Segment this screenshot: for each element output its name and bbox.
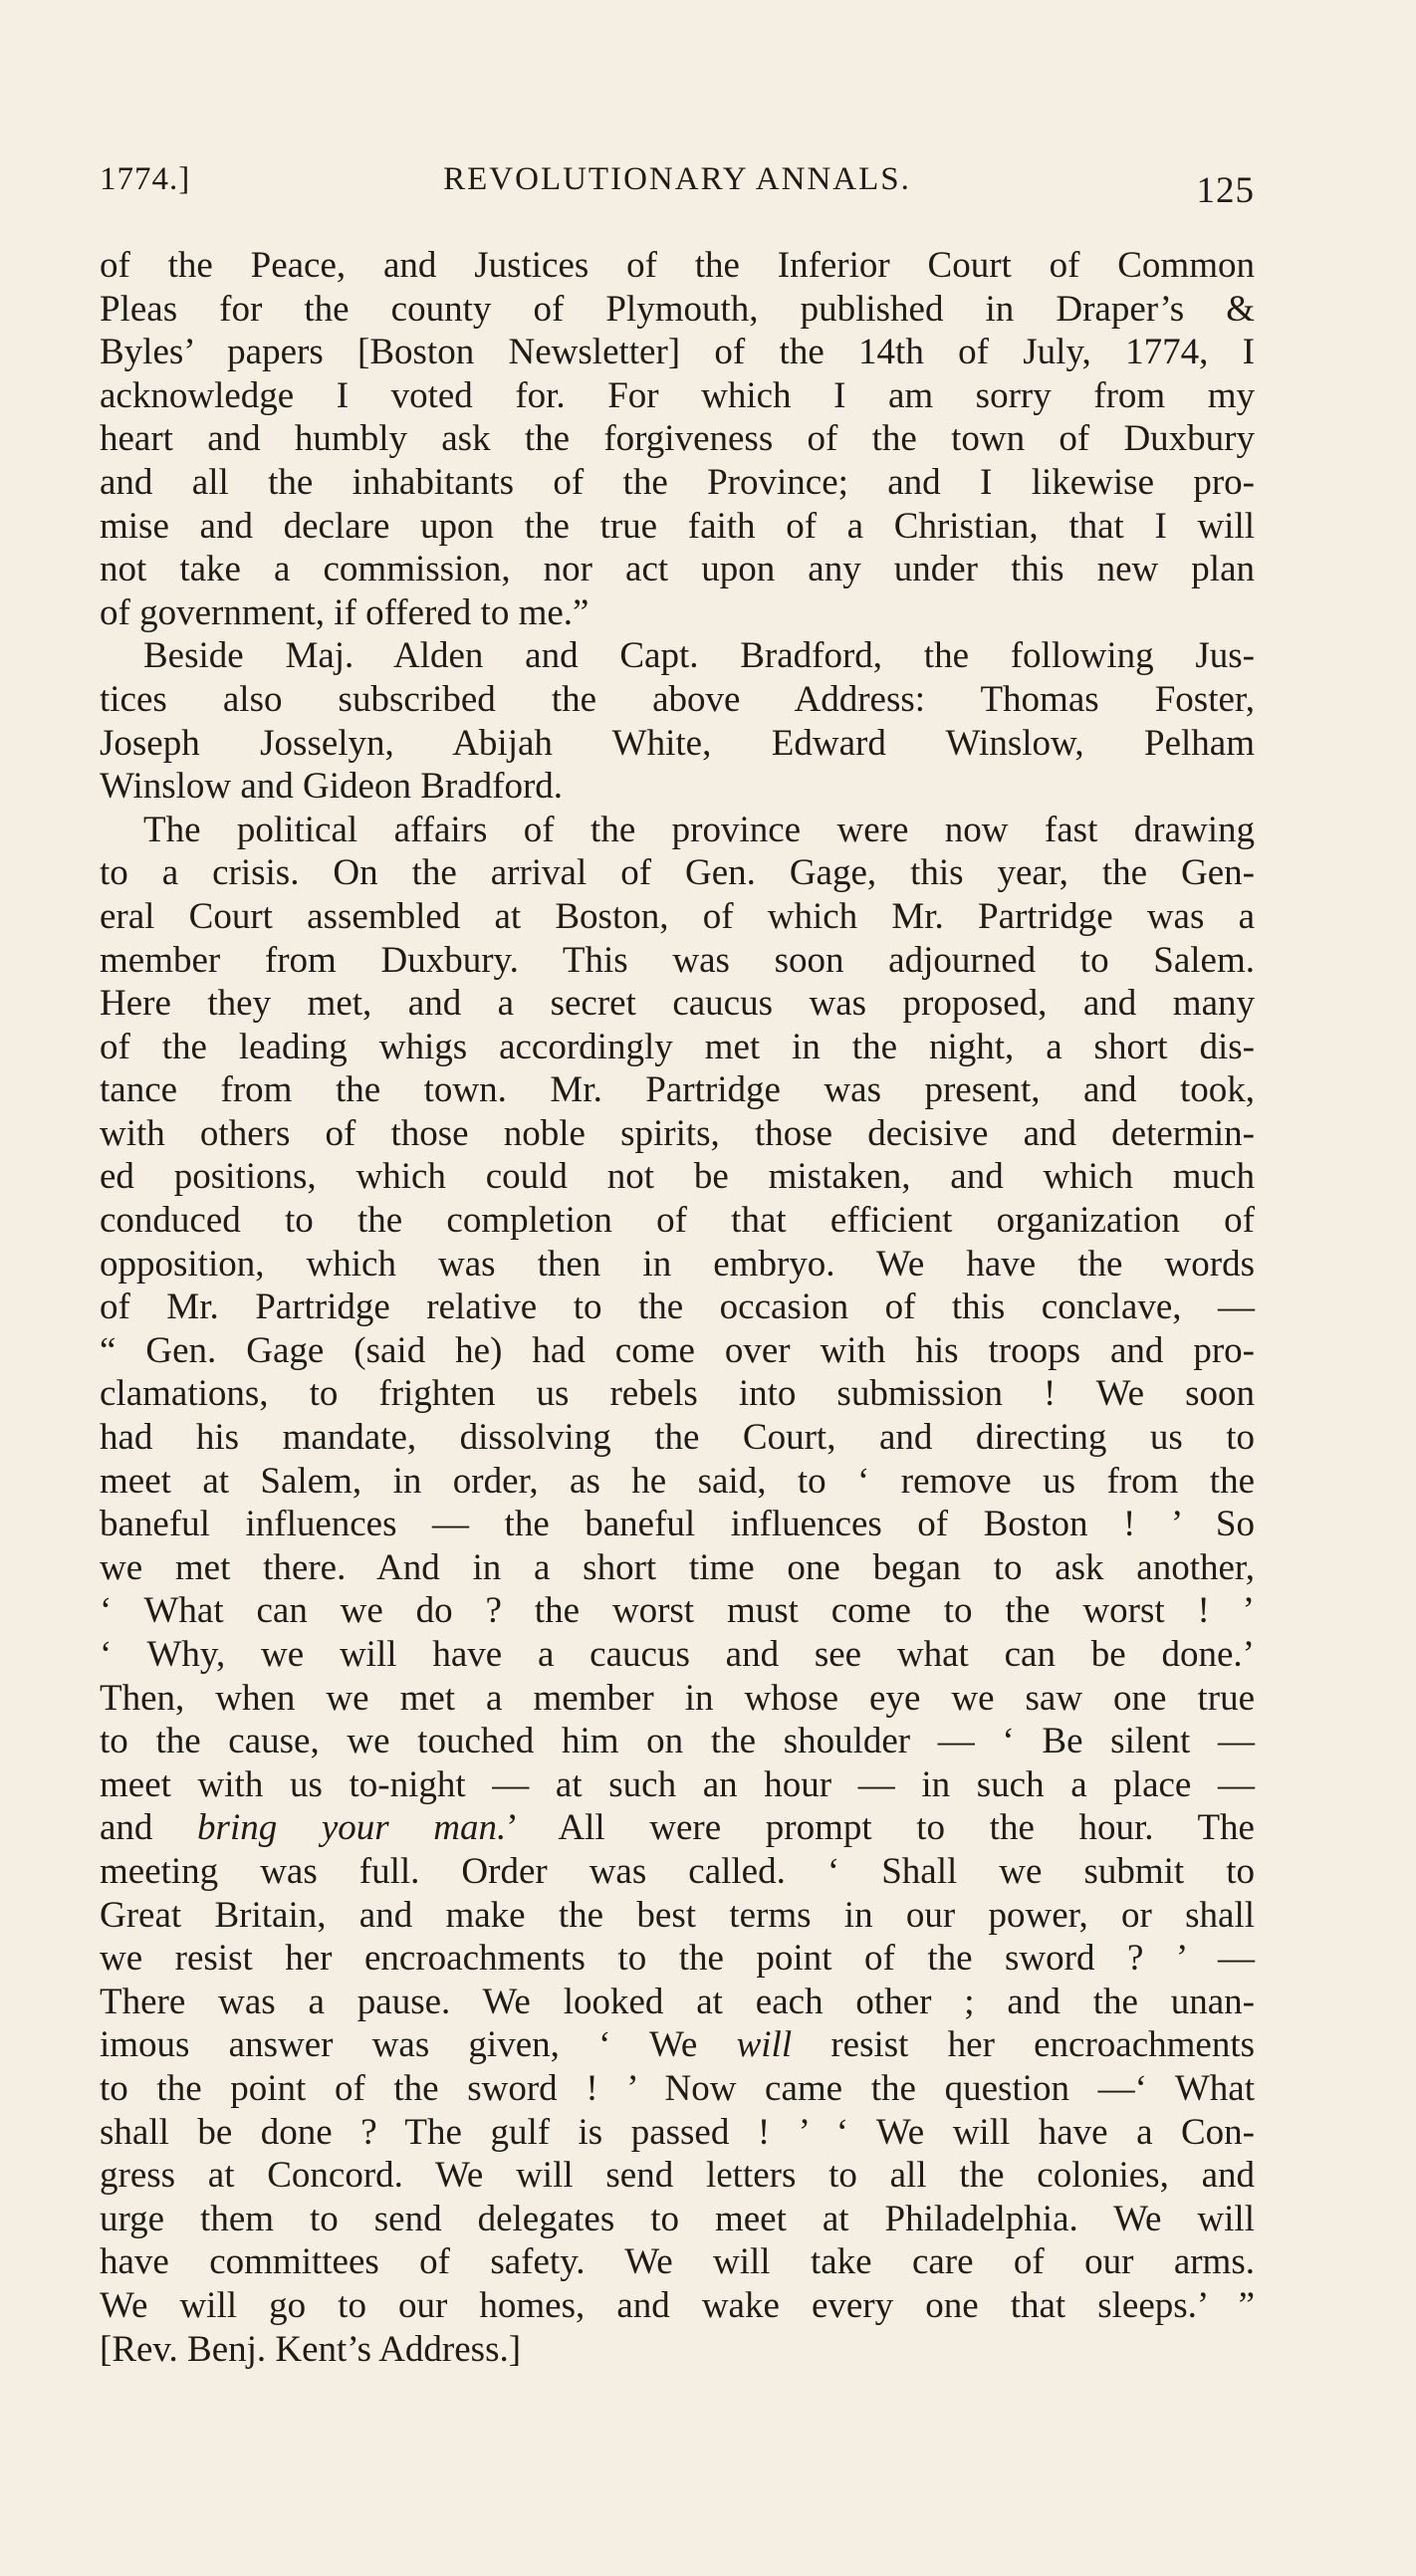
text-line: Byles’ papers [Boston Newsletter] of the 14th of July, 1774, I bbox=[100, 332, 1255, 373]
text-line: conduced to the completion of that efficient organization of bbox=[100, 1200, 1255, 1242]
italic-phrase: will bbox=[736, 2024, 793, 2066]
line-start: imous answer was given, ‘ We bbox=[100, 2024, 737, 2066]
text-line: of government, if offered to me.” bbox=[100, 591, 590, 633]
text-line: ‘ What can we do ? the worst must come to the worst ! ’ bbox=[100, 1590, 1255, 1632]
text-line: tance from the town. Mr. Partridge was present, and took, bbox=[100, 1069, 1255, 1111]
text-line: heart and humbly ask the forgiveness of the town of Duxbury bbox=[100, 418, 1255, 460]
text-line: Winslow and Gideon Bradford. bbox=[100, 766, 564, 808]
text-line: meet with us to-night — at such an hour — in such a place — bbox=[100, 1763, 1255, 1805]
text-line: had his mandate, dissolving the Court, and directing us to bbox=[100, 1417, 1255, 1459]
italic-phrase: bring your man. bbox=[197, 1807, 507, 1849]
text-line: Beside Maj. Alden and Capt. Bradford, the following Jus- bbox=[143, 635, 1255, 677]
text-line: ‘ Why, we will have a caucus and see what can be done.’ bbox=[100, 1634, 1255, 1675]
text-line: opposition, which was then in embryo. We have the words bbox=[100, 1243, 1255, 1285]
header-year: 1774.] bbox=[100, 161, 191, 197]
text-line: we resist her encroachments to the point of the sword ? ’ — bbox=[100, 1938, 1255, 1980]
text-line-mixed bbox=[100, 1806, 1255, 1850]
text-line: to the cause, we touched him on the shoulder — ‘ Be silent — bbox=[100, 1721, 1255, 1762]
text-line: with others of those noble spirits, those decisive and determin- bbox=[100, 1112, 1255, 1154]
text-line: “ Gen. Gage (said he) had come over with his troops and pro- bbox=[100, 1329, 1255, 1371]
running-header bbox=[100, 157, 1255, 217]
text-line: Joseph Josselyn, Abijah White, Edward Winslow, Pelham bbox=[100, 722, 1255, 764]
text-line: baneful influences — the baneful influences of Boston ! ’ So bbox=[100, 1504, 1255, 1545]
header-title: REVOLUTIONARY ANNALS. bbox=[443, 161, 911, 197]
text-line: we met there. And in a short time one began to ask another, bbox=[100, 1546, 1255, 1588]
text-line: mise and declare upon the true faith of a Christian, that I will bbox=[100, 505, 1255, 547]
text-line: urge them to send delegates to meet at Philadelphia. We will bbox=[100, 2198, 1255, 2239]
text-line: eral Court assembled at Boston, of which Mr. Partridge was a bbox=[100, 895, 1255, 937]
text-line: member from Duxbury. This was soon adjourned to Salem. bbox=[100, 939, 1255, 981]
text-line: tices also subscribed the above Address: Thomas Foster, bbox=[100, 678, 1255, 720]
text-line: ed positions, which could not be mistaken, and which much bbox=[100, 1156, 1255, 1198]
text-line: clamations, to frighten us rebels into submission ! We soon bbox=[100, 1373, 1255, 1415]
text-line: to the point of the sword ! ’ Now came the question —‘ What bbox=[100, 2067, 1255, 2109]
line-start: and bbox=[100, 1807, 198, 1849]
text-line: meet at Salem, in order, as he said, to ‘ remove us from the bbox=[100, 1460, 1255, 1502]
text-line: There was a pause. We looked at each other ; and the unan- bbox=[100, 1981, 1255, 2022]
page-body bbox=[100, 244, 1255, 2371]
text-line-mixed bbox=[100, 2023, 1255, 2067]
line-rest: ’ All were prompt to the hour. The bbox=[506, 1807, 1255, 1849]
text-line: Great Britain, and make the best terms in our power, or shall bbox=[100, 1894, 1255, 1936]
text-line: Here they met, and a secret caucus was proposed, and many bbox=[100, 983, 1255, 1025]
text-line: [Rev. Benj. Kent’s Address.] bbox=[100, 2328, 522, 2370]
page-number: 125 bbox=[1196, 170, 1255, 211]
text-line: and all the inhabitants of the Province; and I likewise pro- bbox=[100, 461, 1255, 503]
text-line: The political affairs of the province were now fast drawing bbox=[143, 809, 1255, 850]
text-line: not take a commission, nor act upon any under this new plan bbox=[100, 549, 1255, 590]
text-line: shall be done ? The gulf is passed ! ’ ‘ We will have a Con- bbox=[100, 2111, 1255, 2153]
text-line: of the Peace, and Justices of the Inferior Court of Common bbox=[100, 245, 1255, 286]
text-line: We will go to our homes, and wake every one that sleeps.’ ” bbox=[100, 2284, 1255, 2326]
text-line: of the leading whigs accordingly met in the night, a short dis- bbox=[100, 1026, 1255, 1067]
text-line: of Mr. Partridge relative to the occasion of this conclave, — bbox=[100, 1287, 1255, 1328]
line-rest: resist her encroachments bbox=[792, 2024, 1255, 2066]
text-line: to a crisis. On the arrival of Gen. Gage, this year, the Gen- bbox=[100, 852, 1255, 894]
text-line: Pleas for the county of Plymouth, published in Draper’s & bbox=[100, 288, 1255, 330]
text-line: acknowledge I voted for. For which I am sorry from my bbox=[100, 374, 1255, 416]
text-line: have committees of safety. We will take care of our arms. bbox=[100, 2241, 1255, 2283]
text-line: meeting was full. Order was called. ‘ Shall we submit to bbox=[100, 1850, 1255, 1892]
text-line: gress at Concord. We will send letters to all the colonies, and bbox=[100, 2155, 1255, 2197]
text-line: Then, when we met a member in whose eye we saw one true bbox=[100, 1677, 1255, 1719]
